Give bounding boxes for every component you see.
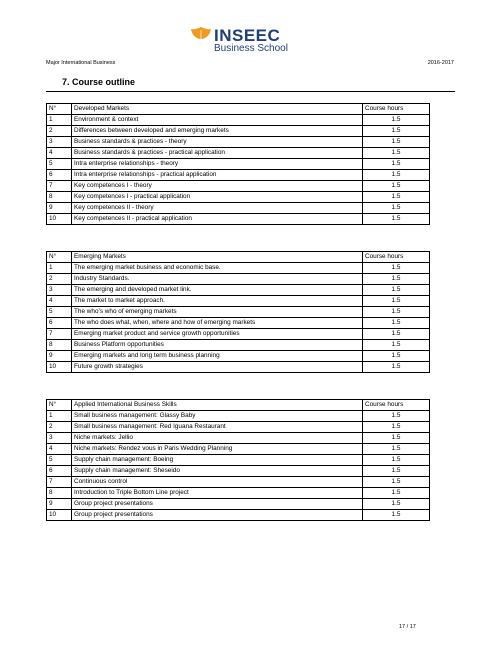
row-num: 4 <box>47 296 72 307</box>
row-hours: 1.5 <box>363 318 430 329</box>
row-topic: Business standards & practices - theory <box>72 137 363 148</box>
row-hours: 1.5 <box>363 455 430 466</box>
row-hours: 1.5 <box>363 477 430 488</box>
table-row <box>47 422 430 433</box>
table-row <box>47 296 430 307</box>
row-topic: Future growth strategies <box>72 362 363 373</box>
table-row <box>47 433 430 444</box>
row-topic: Industry Standards. <box>72 274 363 285</box>
row-num: 6 <box>47 318 72 329</box>
row-num: 3 <box>47 285 72 296</box>
row-topic: Niche markets: Rendez vous in Paris Wedding Planning <box>72 444 363 455</box>
table-row <box>47 159 430 170</box>
row-num: 2 <box>47 126 72 137</box>
table-row <box>47 411 430 422</box>
header-hours: Course hours <box>363 400 430 411</box>
row-hours: 1.5 <box>363 203 430 214</box>
header-hours: Course hours <box>363 104 430 115</box>
page-number: 17 / 17 <box>399 624 416 630</box>
header-topic: Emerging Markets <box>72 252 363 263</box>
row-hours: 1.5 <box>363 433 430 444</box>
table-row <box>47 126 430 137</box>
section-title: 7. Course outline <box>62 77 136 87</box>
row-hours: 1.5 <box>363 214 430 225</box>
row-num: 3 <box>47 137 72 148</box>
table-header-row <box>47 400 430 411</box>
row-num: 9 <box>47 351 72 362</box>
header-topic: Applied International Business Skills <box>72 400 363 411</box>
row-hours: 1.5 <box>363 510 430 521</box>
table-header-row <box>47 252 430 263</box>
row-hours: 1.5 <box>363 192 430 203</box>
table-row <box>47 274 430 285</box>
table-row <box>47 181 430 192</box>
row-num: 9 <box>47 499 72 510</box>
row-num: 4 <box>47 148 72 159</box>
table-row <box>47 115 430 126</box>
table-row <box>47 444 430 455</box>
row-topic: Key competences II - practical application <box>72 214 363 225</box>
row-topic: The who does what, when, where and how of emerging markets <box>72 318 363 329</box>
row-hours: 1.5 <box>363 307 430 318</box>
table-row <box>47 203 430 214</box>
program-name: Major International Business <box>46 60 116 66</box>
row-hours: 1.5 <box>363 411 430 422</box>
table-row <box>47 499 430 510</box>
row-topic: Continuous control <box>72 477 363 488</box>
row-num: 2 <box>47 422 72 433</box>
row-num: 9 <box>47 203 72 214</box>
table-row <box>47 285 430 296</box>
row-topic: Intra enterprise relationships - practical application <box>72 170 363 181</box>
row-num: 3 <box>47 433 72 444</box>
row-hours: 1.5 <box>363 444 430 455</box>
row-num: 4 <box>47 444 72 455</box>
row-topic: The emerging market business and economic base. <box>72 263 363 274</box>
row-topic: Small business management: Glassy Baby <box>72 411 363 422</box>
row-topic: Small business management: Red Iguana Restaurant <box>72 422 363 433</box>
header-num: N° <box>47 104 72 115</box>
row-num: 8 <box>47 488 72 499</box>
school-logo <box>190 26 312 56</box>
row-hours: 1.5 <box>363 263 430 274</box>
applied-business-skills-table <box>46 399 430 521</box>
academic-year: 2016-2017 <box>427 60 454 66</box>
row-hours: 1.5 <box>363 296 430 307</box>
header-num: N° <box>47 252 72 263</box>
row-topic: Introduction to Triple Bottom Line project <box>72 488 363 499</box>
row-hours: 1.5 <box>363 274 430 285</box>
table-row <box>47 318 430 329</box>
table-row <box>47 455 430 466</box>
table-row <box>47 362 430 373</box>
row-hours: 1.5 <box>363 126 430 137</box>
ginkgo-leaf-icon <box>190 26 212 48</box>
row-topic: Environment & context <box>72 115 363 126</box>
row-hours: 1.5 <box>363 340 430 351</box>
table-row <box>47 340 430 351</box>
row-num: 7 <box>47 181 72 192</box>
table-row <box>47 466 430 477</box>
row-num: 5 <box>47 159 72 170</box>
row-topic: Differences between developed and emerging markets <box>72 126 363 137</box>
table-row <box>47 307 430 318</box>
row-topic: Emerging market product and service growth opportunities <box>72 329 363 340</box>
developed-markets-table <box>46 103 430 225</box>
row-num: 8 <box>47 192 72 203</box>
logo-subtitle: Business School <box>214 43 288 54</box>
row-hours: 1.5 <box>363 362 430 373</box>
row-topic: Key competences II - theory <box>72 203 363 214</box>
table-row <box>47 192 430 203</box>
emerging-markets-table <box>46 251 430 373</box>
row-topic: Emerging markets and long term business planning <box>72 351 363 362</box>
row-topic: Intra enterprise relationships - theory <box>72 159 363 170</box>
row-topic: The market to market approach. <box>72 296 363 307</box>
row-num: 5 <box>47 455 72 466</box>
row-hours: 1.5 <box>363 181 430 192</box>
row-num: 2 <box>47 274 72 285</box>
header-num: N° <box>47 400 72 411</box>
row-topic: Group project presentations <box>72 499 363 510</box>
row-topic: Supply chain management: Sheseido <box>72 466 363 477</box>
row-hours: 1.5 <box>363 285 430 296</box>
row-hours: 1.5 <box>363 137 430 148</box>
row-hours: 1.5 <box>363 488 430 499</box>
row-num: 10 <box>47 214 72 225</box>
row-topic: Supply chain management: Boeing <box>72 455 363 466</box>
row-num: 1 <box>47 115 72 126</box>
row-num: 10 <box>47 362 72 373</box>
table-row <box>47 329 430 340</box>
row-hours: 1.5 <box>363 159 430 170</box>
table-row <box>47 477 430 488</box>
row-num: 6 <box>47 466 72 477</box>
row-hours: 1.5 <box>363 329 430 340</box>
row-hours: 1.5 <box>363 499 430 510</box>
table-row <box>47 263 430 274</box>
row-topic: Business Platform opportunities <box>72 340 363 351</box>
row-num: 7 <box>47 477 72 488</box>
row-topic: Niche markets: Jellio <box>72 433 363 444</box>
row-topic: The emerging and developed market link. <box>72 285 363 296</box>
row-num: 7 <box>47 329 72 340</box>
table-header-row <box>47 104 430 115</box>
row-num: 6 <box>47 170 72 181</box>
row-num: 1 <box>47 263 72 274</box>
row-hours: 1.5 <box>363 422 430 433</box>
row-topic: Group project presentations <box>72 510 363 521</box>
row-hours: 1.5 <box>363 148 430 159</box>
header-topic: Developed Markets <box>72 104 363 115</box>
row-hours: 1.5 <box>363 115 430 126</box>
table-row <box>47 510 430 521</box>
row-topic: The who’s who of emerging markets <box>72 307 363 318</box>
table-row <box>47 214 430 225</box>
header-hours: Course hours <box>363 252 430 263</box>
row-topic: Key competences I - practical application <box>72 192 363 203</box>
row-topic: Business standards & practices - practical application <box>72 148 363 159</box>
table-row <box>47 351 430 362</box>
table-row <box>47 170 430 181</box>
row-hours: 1.5 <box>363 351 430 362</box>
row-num: 10 <box>47 510 72 521</box>
section-divider <box>46 91 455 92</box>
row-hours: 1.5 <box>363 466 430 477</box>
table-row <box>47 137 430 148</box>
table-row <box>47 148 430 159</box>
row-num: 8 <box>47 340 72 351</box>
row-hours: 1.5 <box>363 170 430 181</box>
logo-title: INSEEC <box>214 26 281 45</box>
table-row <box>47 488 430 499</box>
row-num: 1 <box>47 411 72 422</box>
row-num: 5 <box>47 307 72 318</box>
row-topic: Key competences I - theory <box>72 181 363 192</box>
